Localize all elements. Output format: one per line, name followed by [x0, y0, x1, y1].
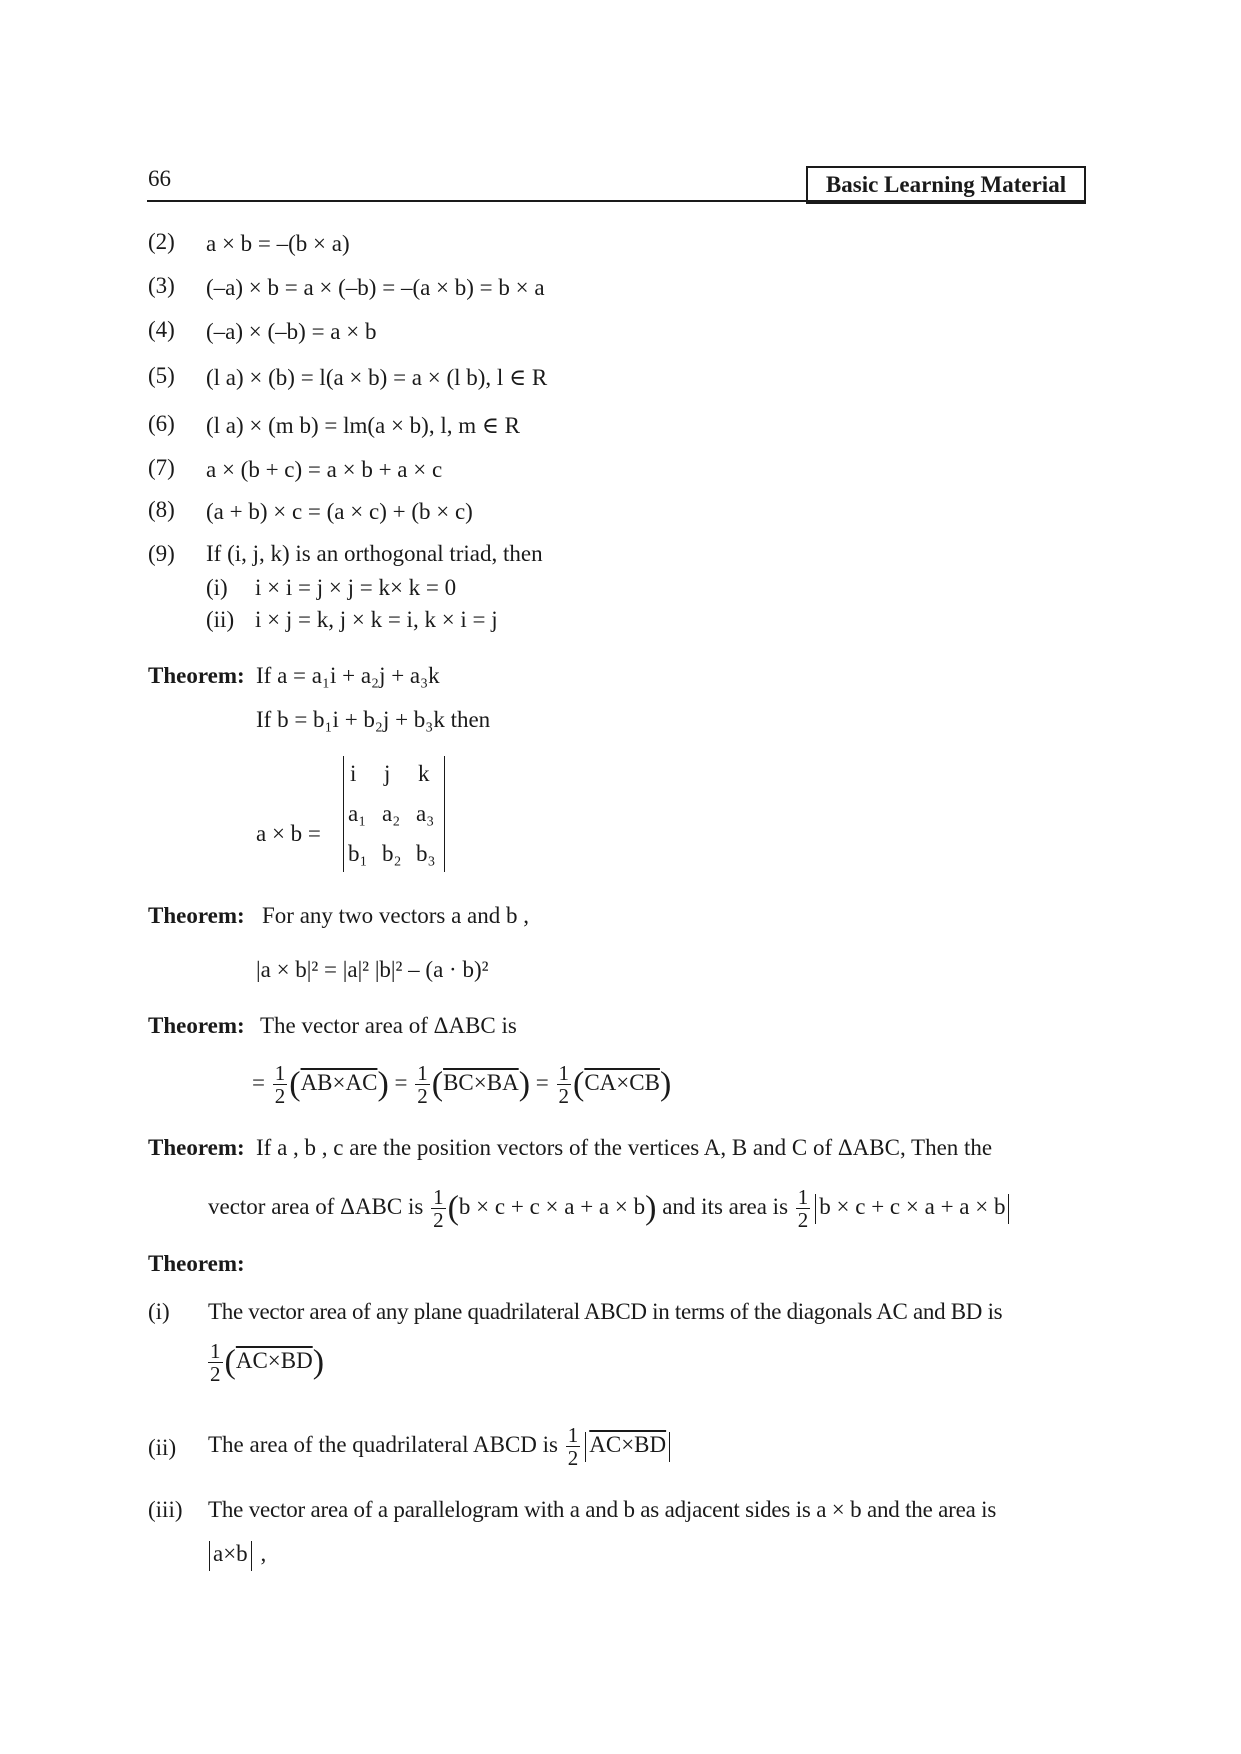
prop-expression: (–a) × b = a × (–b) = –(a × b) = b × a	[206, 275, 545, 300]
paren-open: (	[289, 1065, 301, 1103]
prop-number: (5)	[148, 363, 175, 388]
item-formula	[206, 1340, 324, 1385]
theorem-label: Theorem:	[148, 1135, 245, 1160]
det-cell: b₃	[416, 841, 436, 866]
paren-open: (	[573, 1065, 585, 1103]
theorem-label: Theorem:	[148, 1251, 245, 1276]
triad-i-expression: i × i = j × j = k× k = 0	[255, 575, 457, 600]
item-label: (i)	[148, 1299, 170, 1324]
det-cell: k	[418, 761, 430, 786]
fraction: $\frac{1}{2}$	[567, 1423, 579, 1470]
theorem-line: If b = b₁i + b₂j + b₃k then	[256, 707, 491, 732]
paren-open: (	[447, 1189, 459, 1227]
cross-ac-bd: AC×BD	[589, 1431, 667, 1457]
paren-close: )	[659, 1065, 672, 1103]
cross-ac-bd: AC×BD	[235, 1347, 313, 1373]
item-label: (ii)	[148, 1435, 177, 1460]
det-cell: b₁	[348, 841, 368, 866]
trailing-comma: ,	[260, 1541, 267, 1566]
paren-open: (	[431, 1065, 444, 1103]
abs-bar	[1008, 1194, 1009, 1224]
det-cell: b₂	[382, 841, 402, 866]
determinant	[343, 756, 445, 872]
abs-bar	[585, 1432, 586, 1462]
abs-bar	[815, 1194, 816, 1224]
theorem-line: If a = a₁i + a₂j + a₃k	[256, 663, 440, 688]
theorem-line	[208, 1186, 1012, 1231]
prop-expression: (l a) × (b) = l(a × b) = a × (l b), l ∈ R	[206, 365, 548, 390]
vector-sum: b × c + c × a + a × b	[458, 1193, 646, 1219]
prop-expression: (l a) × (m b) = lm(a × b), l, m ∈ R	[206, 413, 520, 438]
prop-expression: a × b = –(b × a)	[206, 231, 350, 256]
equals-sign: =	[535, 1069, 549, 1095]
det-cell: a₃	[416, 801, 435, 826]
theorem-label: Theorem:	[148, 1013, 245, 1038]
determinant-lhs: a × b =	[256, 821, 321, 846]
prop-expression: (a + b) × c = (a × c) + (b × c)	[206, 499, 473, 524]
prop-number: (3)	[148, 273, 175, 298]
abs-bar	[669, 1432, 670, 1462]
paren-open: (	[224, 1343, 236, 1381]
triad-ii-label: (ii)	[206, 607, 235, 632]
abs-bar	[209, 1541, 210, 1571]
prop-number: (8)	[148, 497, 175, 522]
theorem-label: Theorem:	[148, 903, 245, 928]
item-formula	[206, 1540, 266, 1571]
item-text: The area of the quadrilateral ABCD is	[208, 1431, 558, 1457]
fraction: $\frac{1}{2}$	[274, 1061, 286, 1108]
cross-a-b: a×b	[213, 1541, 248, 1566]
fraction: $\frac{1}{2}$	[797, 1185, 809, 1232]
fraction: $\frac{1}{2}$	[433, 1185, 444, 1232]
theorem-text: If a , b , c are the position vectors of the vertices A, B and C of ΔABC, Then the	[256, 1135, 993, 1160]
equals-sign: =	[394, 1069, 408, 1095]
triad-ii-expression: i × j = k, j × k = i, k × i = j	[255, 607, 498, 632]
prop-expression: If (i, j, k) is an orthogonal triad, then	[206, 541, 543, 566]
prop-number: (9)	[148, 541, 175, 566]
prop-number: (6)	[148, 411, 175, 436]
book-title: Basic Learning Material	[825, 172, 1067, 197]
theorem-label: Theorem:	[148, 663, 245, 688]
item-label: (iii)	[148, 1497, 183, 1522]
theorem-text: and its area is	[662, 1193, 789, 1219]
theorem-text: The vector area of ΔABC is	[260, 1013, 517, 1038]
paren-close: )	[312, 1343, 325, 1381]
item-line	[208, 1424, 673, 1469]
triad-i-label: (i)	[206, 575, 228, 600]
cross-ab-ac: AB×AC	[300, 1069, 378, 1095]
abs-bar	[251, 1541, 252, 1571]
book-title-box	[806, 166, 1086, 204]
theorem-text: vector area of ΔABC is	[208, 1193, 424, 1219]
cross-bc-ba: BC×BA	[443, 1069, 519, 1095]
prop-number: (7)	[148, 455, 175, 480]
prop-expression: (–a) × (–b) = a × b	[206, 319, 377, 344]
item-text: The vector area of a parallelogram with a and b as adjacent sides is a × b and the area is	[208, 1497, 997, 1522]
theorem-formula	[252, 1062, 671, 1107]
det-cell: a₂	[382, 801, 401, 826]
header-rule	[147, 200, 1084, 202]
paren-close: )	[377, 1065, 389, 1103]
theorem-text: For any two vectors a and b ,	[262, 903, 529, 928]
equals-sign: =	[252, 1069, 265, 1095]
paren-close: )	[645, 1189, 657, 1227]
prop-number: (2)	[148, 229, 175, 254]
fraction: $\frac{1}{2}$	[417, 1061, 428, 1108]
cross-ca-cb: CA×CB	[584, 1069, 660, 1095]
item-text: The vector area of any plane quadrilateral ABCD in terms of the diagonals AC and BD is	[208, 1299, 1003, 1324]
fraction: $\frac{1}{2}$	[558, 1061, 569, 1108]
paren-close: )	[518, 1065, 531, 1103]
det-cell: i	[350, 761, 357, 786]
det-cell: a₁	[348, 801, 367, 826]
abs-vector-sum: b × c + c × a + a × b	[819, 1193, 1006, 1219]
prop-expression: a × (b + c) = a × b + a × c	[206, 457, 443, 482]
prop-number: (4)	[148, 317, 175, 342]
det-cell: j	[384, 761, 391, 786]
theorem-formula: |a × b|² = |a|² |b|² – (a · b)²	[256, 957, 489, 982]
fraction: $\frac{1}{2}$	[210, 1339, 221, 1386]
page-number: 66	[148, 166, 171, 191]
